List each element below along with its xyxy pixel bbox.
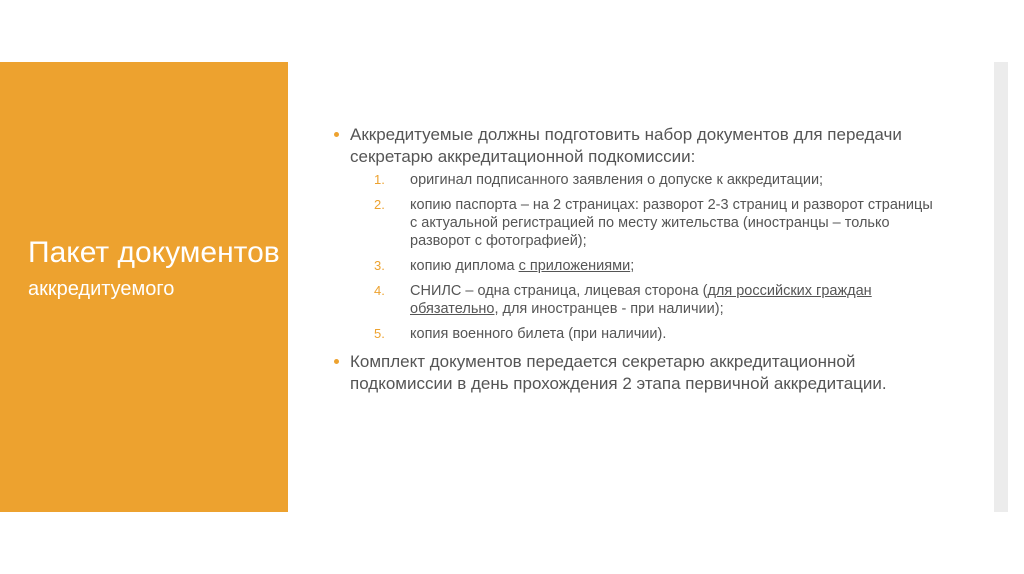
- bullet-item: [334, 124, 934, 168]
- list-number: 5.: [374, 326, 385, 341]
- list-number: 3.: [374, 258, 385, 273]
- list-item: [334, 171, 934, 189]
- bullet-text: Комплект документов передается секретарю аккредитационной подкомиссии в день прохождения 2 этапа первичной аккредитации.: [350, 352, 887, 393]
- list-item-text: оригинал подписанного заявления о допуске к аккредитации;: [410, 172, 824, 188]
- bullet-text: Аккредитуемые должны подготовить набор документов для передачи секретарю аккредитационной подкомиссии:: [350, 125, 902, 166]
- list-item-text: копия военного билета (при наличии).: [410, 326, 667, 342]
- list-item: [334, 257, 934, 275]
- list-number: 1.: [374, 172, 385, 187]
- list-item-text-after: ;: [630, 258, 635, 274]
- slide-content: [334, 124, 934, 395]
- slide-title-sub: аккредитуемого: [28, 278, 175, 300]
- list-item-text: копию паспорта – на 2 страницах: разворот 2-3 страниц и разворот страницы с актуальной регистрацией по месту жительства (иностранцы – только разворот с фотографией);: [410, 197, 933, 249]
- bullet-item: [334, 351, 934, 395]
- list-item: [334, 196, 934, 250]
- slide-title: [28, 234, 280, 304]
- list-item-text-underlined: для российских граждан обязательно: [410, 283, 872, 317]
- list-number: 4.: [374, 283, 385, 298]
- list-item: [334, 325, 934, 343]
- bullet-dot-icon: [334, 132, 339, 137]
- list-item: [334, 282, 934, 318]
- bullet-dot-icon: [334, 359, 339, 364]
- document-list: [334, 171, 934, 343]
- list-item-text-before: СНИЛС – одна страница, лицевая сторона (: [410, 283, 708, 299]
- list-item-text-after: , для иностранцев - при наличии);: [494, 301, 724, 317]
- list-item-text-before: копию диплома: [410, 258, 519, 274]
- list-number: 2.: [374, 197, 385, 212]
- list-item-text-underlined: с приложениями: [518, 258, 631, 274]
- slide-title-main: Пакет документов: [28, 236, 280, 269]
- right-edge-strip: [994, 62, 1008, 512]
